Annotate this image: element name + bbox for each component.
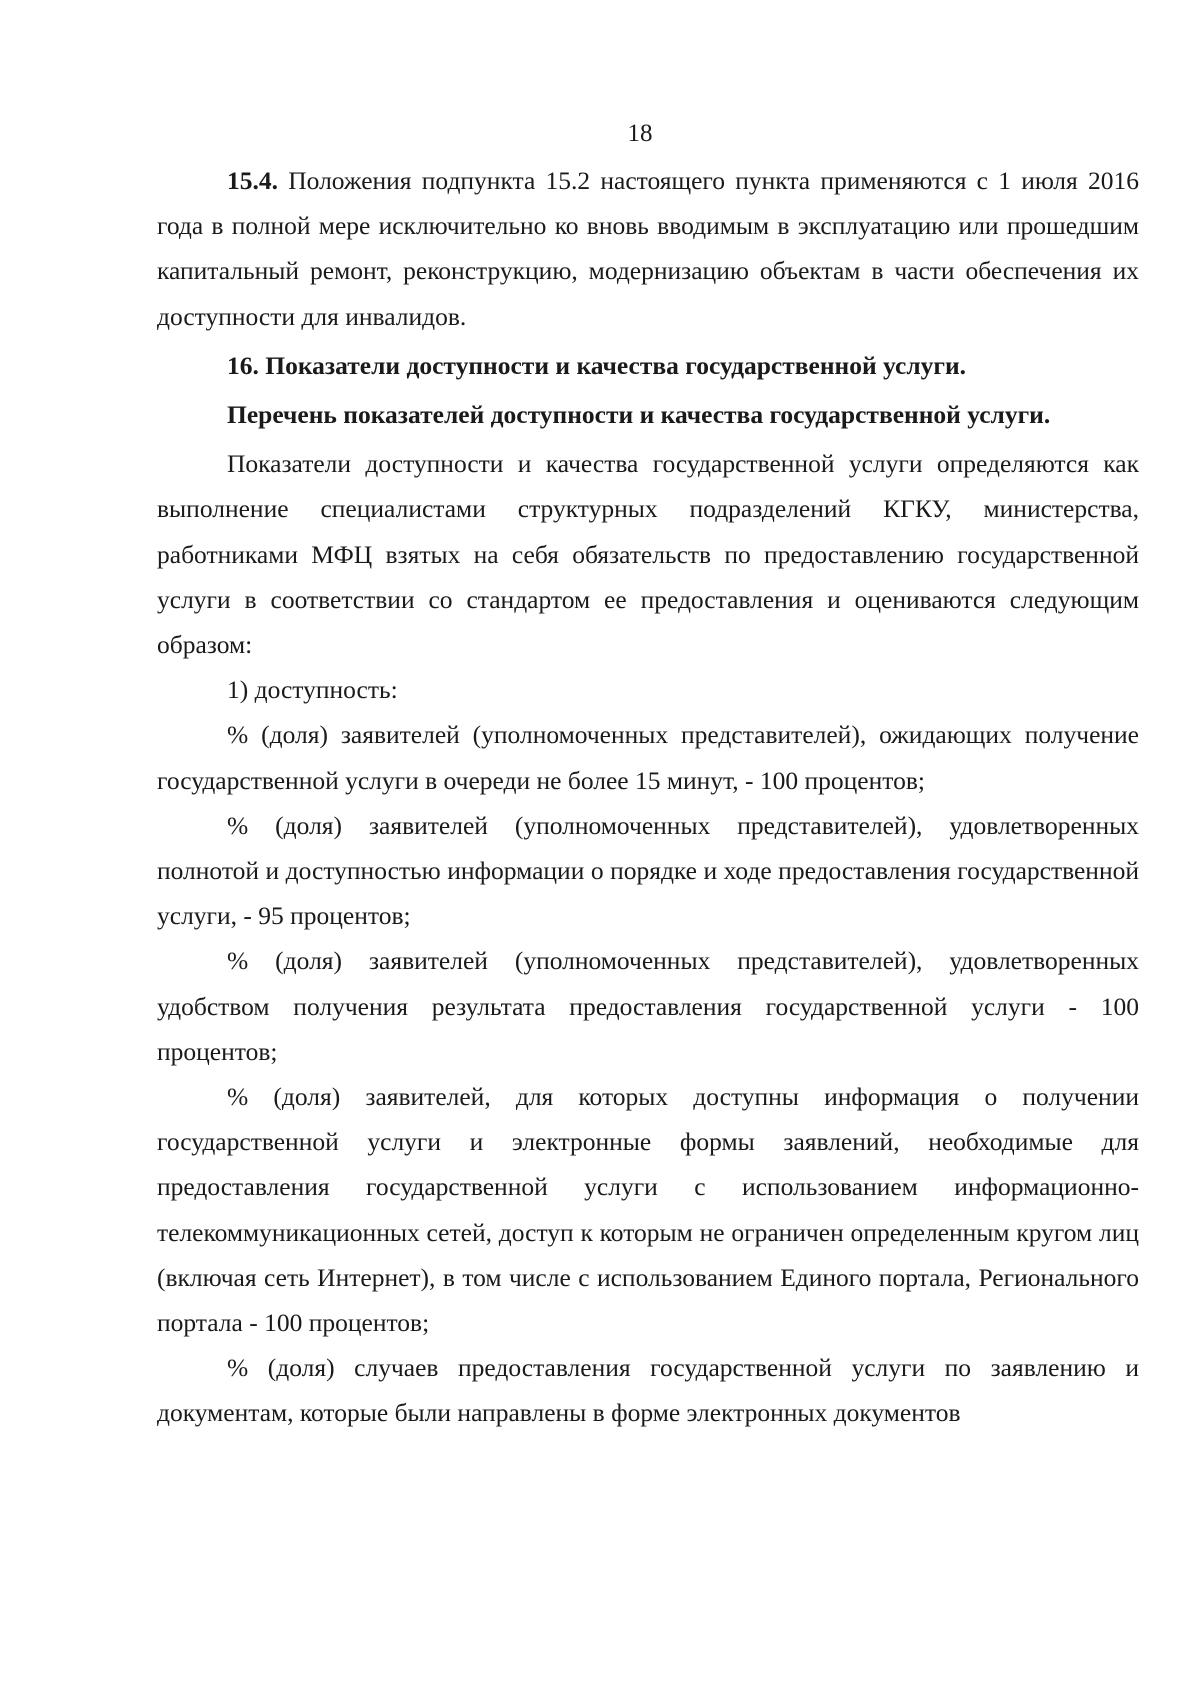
paragraph-15-4 [157,158,1139,339]
document-body [157,158,1139,1436]
indicator-information-satisfaction: % (доля) заявителей (уполномоченных представителей), удовлетворенных полнотой и доступностью информации о порядке и ходе предоставления государственной услуги, - 95 процентов; [157,810,1139,931]
indicator-result-convenience: % (доля) заявителей (уполномоченных представителей), удовлетворенных удобством получения результата предоставления государственной услуги - 100 процентов; [157,946,1139,1066]
indicator-electronic-documents: % (доля) случаев предоставления государственной услуги по заявлению и документам, которые были направлены в форме электронных документов [157,1353,1139,1428]
indicator-electronic-forms: % (доля) заявителей, для которых доступны информация о получении государственной услуги и электронные формы заявлений, необходимые для предоставления государственной услуги с использованием информационно-телекоммуникационных сетей, доступ к которым не ограничен определенным кругом лиц (включая сеть Интернет), в том числе с использованием Единого портала, Регионального портала - 100 процентов; [157,1082,1139,1338]
page-number: 18 [627,120,653,147]
paragraph-15-4-text: Положения подпункта 15.2 настоящего пункта применяются с 1 июля 2016 года в полной мере исключительно ко вновь вводимым в эксплуатацию или прошедшим капитальный ремонт, реконструкцию, модернизацию объектам в части обеспечения их доступности для инвалидов. [157,166,1139,331]
paragraph-15-4-number: 15.4. [227,166,278,195]
indicator-queue-wait: % (доля) заявителей (уполномоченных представителей), ожидающих получение государственной услуги в очереди не более 15 минут, - 100 процентов; [157,720,1139,795]
indicators-list-heading: Перечень показателей доступности и качества государственной услуги. [227,400,1051,430]
list-item-accessibility: 1) доступность: [227,675,398,705]
paragraph-intro: Показатели доступности и качества государственной услуги определяются как выполнение специалистами структурных подразделений КГКУ, министерства, работниками МФЦ взятых на себя обязательств по предоставлению государственной услуги в соответствии со стандартом ее предоставления и оцениваются следующим образом: [157,449,1139,660]
section-16-heading: 16. Показатели доступности и качества государственной услуги. [227,350,967,380]
